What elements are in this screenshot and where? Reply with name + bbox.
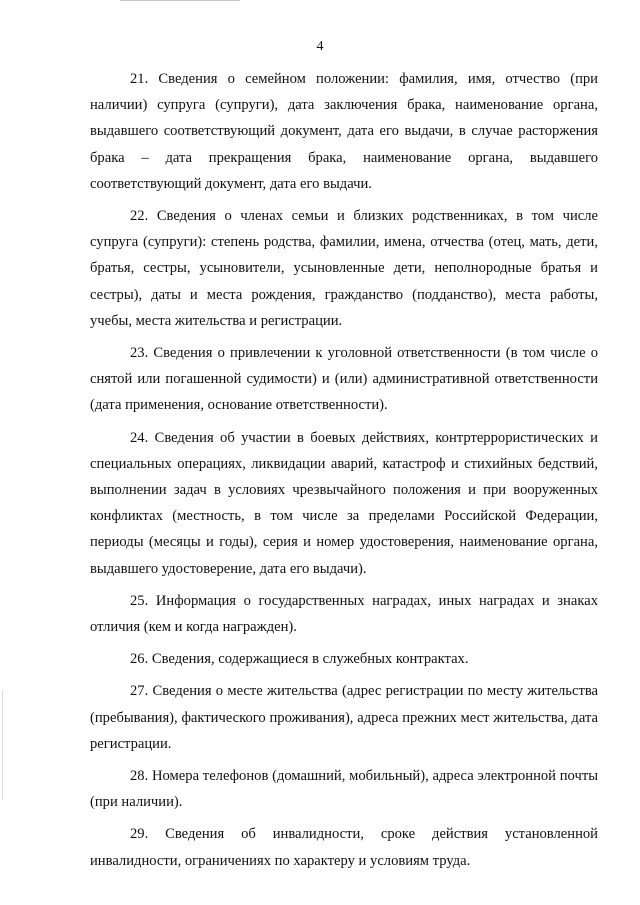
paragraph-21: 21. Сведения о семейном положении: фамилия, имя, отчество (при наличии) супруга (супруги), дата заключения брака, наименование органа, выдавшего соответствующий документ, дата его выдачи, в случае расторжения брака – дата прекращения брака, наименование органа, выдавшего соответствующий документ, дата его выдачи. <box>90 71 598 192</box>
paragraph-23: 23. Сведения о привлечении к уголовной ответственности (в том числе о снятой или погашенной судимости) и (или) административной ответственности (дата применения, основание ответственности). <box>90 345 598 414</box>
scan-artifact-line <box>120 0 240 1</box>
scan-artifact-mark <box>2 690 3 800</box>
paragraph-26: 26. Сведения, содержащиеся в служебных контрактах. <box>130 651 469 668</box>
paragraph-29: 29. Сведения об инвалидности, сроке действия установленной инвалидности, ограничениях по характеру и условиям труда. <box>90 826 598 869</box>
paragraph-25: 25. Информация о государственных наградах, иных наградах и знаках отличия (кем и когда награжден). <box>90 592 598 636</box>
paragraph-28: 28. Номера телефонов (домашний, мобильный), адреса электронной почты (при наличии). <box>90 768 598 811</box>
document-body <box>90 66 598 880</box>
paragraph-27: 27. Сведения о месте жительства (адрес регистрации по месту жительства (пребывания), фактического проживания), адреса прежних мест жительства, дата регистрации. <box>90 683 598 752</box>
page-number: 4 <box>316 39 324 54</box>
paragraph-24: 24. Сведения об участии в боевых действиях, контртеррористических и специальных операциях, ликвидации аварий, катастроф и стихийных бедствий, выполнении задач в условиях чрезвычайного положения и при вооруженных конфликтах (местность, в том числе за пределами Российской Федерации, периоды (месяцы и годы), серия и номер удостоверения, наименование органа, выдавшего удостоверение, дата его выдачи). <box>90 429 598 577</box>
paragraph-22: 22. Сведения о членах семьи и близких родственниках, в том числе супруга (супруги): степень родства, фамилии, имена, отчества (отец, мать, дети, братья, сестры, усыновители, усыновленные дети, неполнородные братья и сестры), даты и места рождения, гражданство (подданство), места работы, учебы, места жительства и регистрации. <box>90 208 598 329</box>
